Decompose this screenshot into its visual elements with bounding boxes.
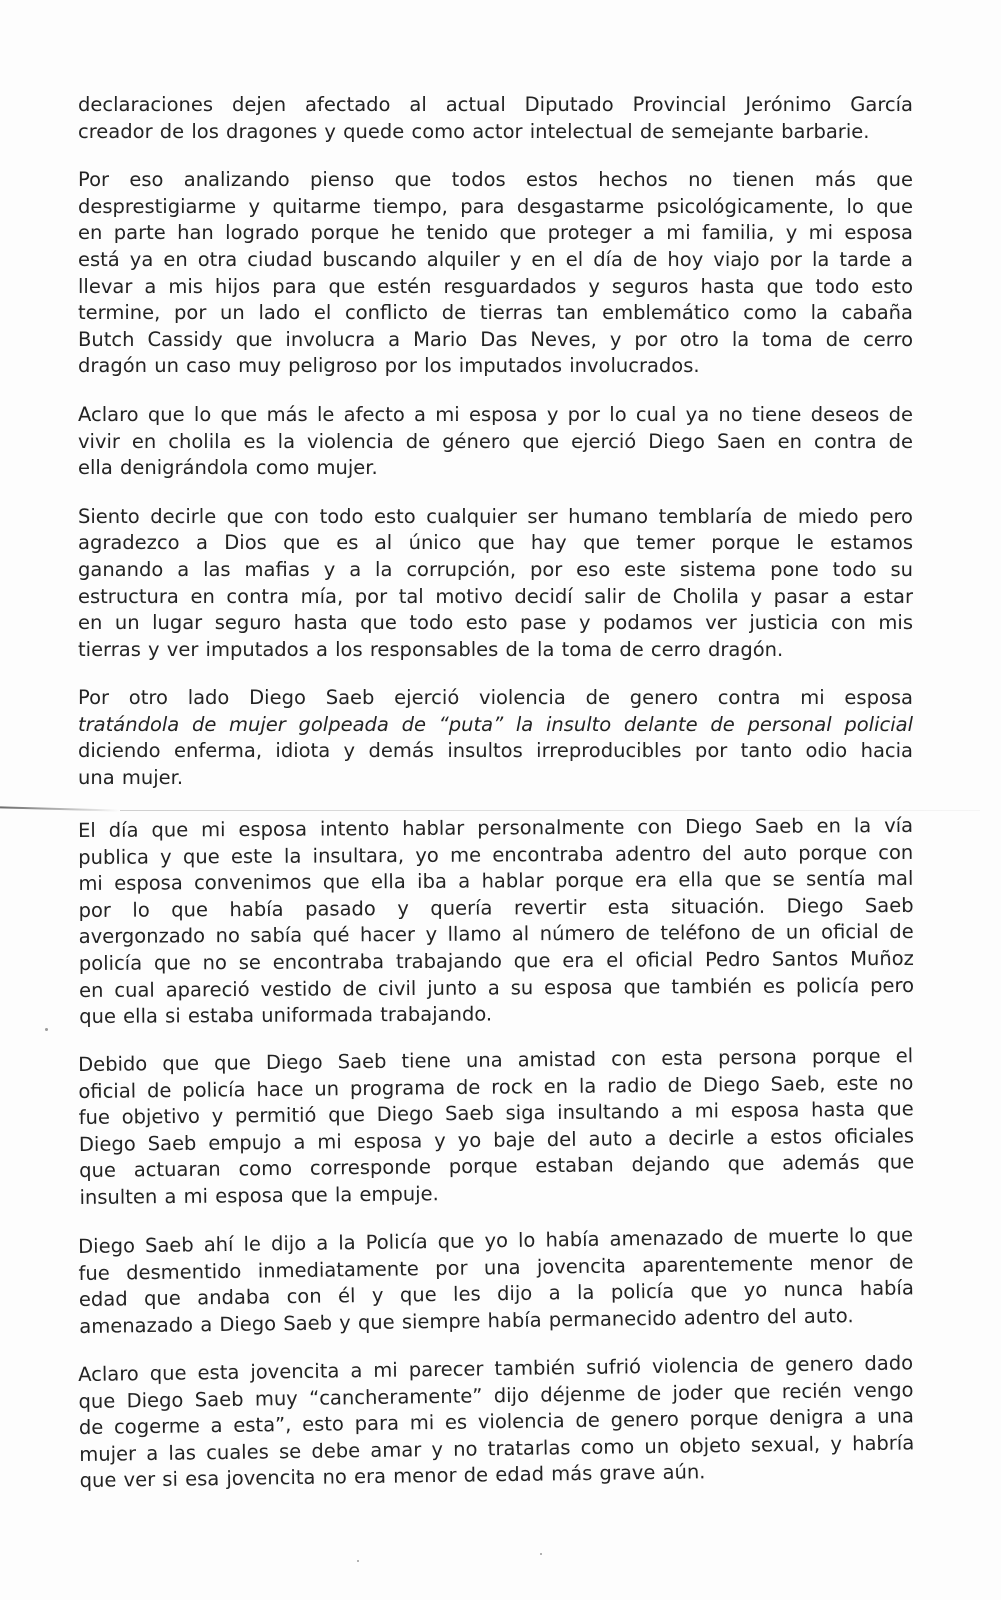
text-line: Debido que que Diego Saeb tiene una amistad con esta persona porque el bbox=[78, 1044, 914, 1077]
document-body bbox=[78, 92, 913, 1495]
text-line: tratándola de mujer golpeada de “puta” la insulto delante de personal policial bbox=[78, 712, 913, 736]
paragraph-8 bbox=[78, 1222, 914, 1340]
text-line: dragón un caso muy peligroso por los imputados involucrados. bbox=[78, 354, 700, 378]
paragraph-9 bbox=[78, 1351, 915, 1496]
scan-speck bbox=[540, 1553, 542, 1555]
text-line: de cogerme a esta”, esto para mi es violencia de genero porque denigra a una bbox=[78, 1404, 914, 1440]
text-line: mi esposa convenimos que ella iba a hablar porque era ella que se sentía mal bbox=[78, 866, 914, 895]
text-line: edad que andaba con él y que les dijo a la policía que yo nunca había bbox=[78, 1276, 914, 1312]
paragraph-7 bbox=[78, 1044, 915, 1212]
scan-speck bbox=[357, 1560, 359, 1562]
text-line: tierras y ver imputados a los responsables de la toma de cerro dragón. bbox=[78, 637, 784, 661]
text-line: oficial de policía hace un programa de rock en la radio de Diego Saeb, este no bbox=[78, 1071, 914, 1103]
text-line: creador de los dragones y quede como actor intelectual de semejante barbarie. bbox=[78, 119, 870, 143]
text-line: fue objetivo y permitió que Diego Saeb siga insultando a mi esposa hasta que bbox=[78, 1097, 914, 1130]
text-line: estructura en contra mía, por tal motivo decidí salir de Cholila y pasar a estar bbox=[78, 584, 913, 608]
text-line: vivir en cholila es la violencia de género que ejerció Diego Saen en contra de bbox=[78, 429, 913, 453]
text-line: diciendo enferma, idiota y demás insultos irreproducibles por tanto odio hacia bbox=[78, 739, 913, 763]
text-line: que ella si estaba uniformada trabajando. bbox=[79, 1002, 493, 1028]
paragraph-6 bbox=[78, 813, 914, 1031]
text-line: en un lugar seguro hasta que todo esto pase y podamos ver justicia con mis bbox=[78, 611, 913, 635]
text-line: ella denigrándola como mujer. bbox=[78, 456, 378, 480]
text-line: una mujer. bbox=[78, 766, 184, 790]
text-line: agradezco a Dios que es al único que hay que temer porque le estamos bbox=[78, 531, 913, 555]
text-line: que Diego Saeb muy “cancheramente” dijo déjenme de joder que recién vengo bbox=[78, 1378, 914, 1413]
text-line: desprestigiarme y quitarme tiempo, para desgastarme psicológicamente, lo que bbox=[78, 194, 913, 218]
text-line: está ya en otra ciudad buscando alquiler y en el día de hoy viajo por la tarde a bbox=[78, 247, 913, 271]
scan-speck bbox=[45, 1028, 48, 1031]
text-line: Butch Cassidy que involucra a Mario Das Neves, y por otro la toma de cerro bbox=[78, 327, 913, 351]
text-line: Aclaro que lo que más le afecto a mi esposa y por lo cual ya no tiene deseos de bbox=[78, 402, 913, 426]
text-line: insulten a mi esposa que la empuje. bbox=[79, 1182, 439, 1210]
text-line: Por otro lado Diego Saeb ejerció violencia de genero contra mi esposa bbox=[78, 686, 913, 710]
paragraph-2 bbox=[78, 167, 913, 380]
text-line: declaraciones dejen afectado al actual Diputado Provincial Jerónimo García bbox=[78, 93, 913, 116]
text-line: Aclaro que esta jovencita a mi parecer también sufrió violencia de genero dado bbox=[78, 1351, 914, 1387]
text-line: por lo que había pasado y quería revertir esta situación. Diego Saeb bbox=[78, 893, 914, 922]
text-line: Siento decirle que con todo esto cualquier ser humano temblaría de miedo pero bbox=[78, 504, 913, 528]
text-line: que actuaran como corresponde porque estaban dejando que además que bbox=[79, 1151, 915, 1183]
text-line: termine, por un lado el conflicto de tierras tan emblemático como la cabaña bbox=[78, 301, 913, 325]
text-line: mujer a las cuales se debe amar y no tratarlas como un objeto sexual, y habría bbox=[79, 1431, 915, 1467]
text-line: fue desmentido inmediatamente por una jovencita aparentemente menor de bbox=[78, 1249, 914, 1285]
text-line: en cual apareció vestido de civil junto a su esposa que también es policía pero bbox=[78, 973, 915, 1002]
text-line: avergonzado no sabía qué hacer y llamo al número de teléfono de un oficial de bbox=[78, 919, 914, 949]
text-line: Por eso analizando pienso que todos estos hechos no tienen más que bbox=[78, 168, 913, 192]
paragraph-1 bbox=[78, 92, 913, 145]
text-line: El día que mi esposa intento hablar personalmente con Diego Saeb en la vía bbox=[78, 813, 914, 842]
paragraph-5 bbox=[78, 685, 913, 791]
text-line: en parte han logrado porque he tenido que proteger a mi familia, y mi esposa bbox=[78, 221, 913, 245]
text-line: Diego Saeb empujo a mi esposa y yo baje del auto a decirle a estos oficiales bbox=[78, 1124, 915, 1157]
text-line: amenazado a Diego Saeb y que siempre había permanecido adentro del auto. bbox=[79, 1303, 854, 1338]
text-line: que ver si esa jovencita no era menor de edad más grave aún. bbox=[79, 1460, 706, 1493]
paragraph-3 bbox=[78, 402, 913, 482]
text-line: Diego Saeb ahí le dijo a la Policía que yo lo había amenazado de muerte lo que bbox=[78, 1223, 914, 1258]
text-line: publica y que este la insultara, yo me encontraba adentro del auto porque con bbox=[78, 840, 914, 869]
text-line: ganando a las mafias y a la corrupción, por eso este sistema pone todo su bbox=[78, 557, 913, 581]
paragraph-4 bbox=[78, 504, 913, 664]
text-line: policía que no se encontraba trabajando que era el oficial Pedro Santos Muñoz bbox=[78, 946, 914, 975]
text-line: llevar a mis hijos para que estén resguardados y seguros hasta que todo esto bbox=[78, 274, 913, 298]
